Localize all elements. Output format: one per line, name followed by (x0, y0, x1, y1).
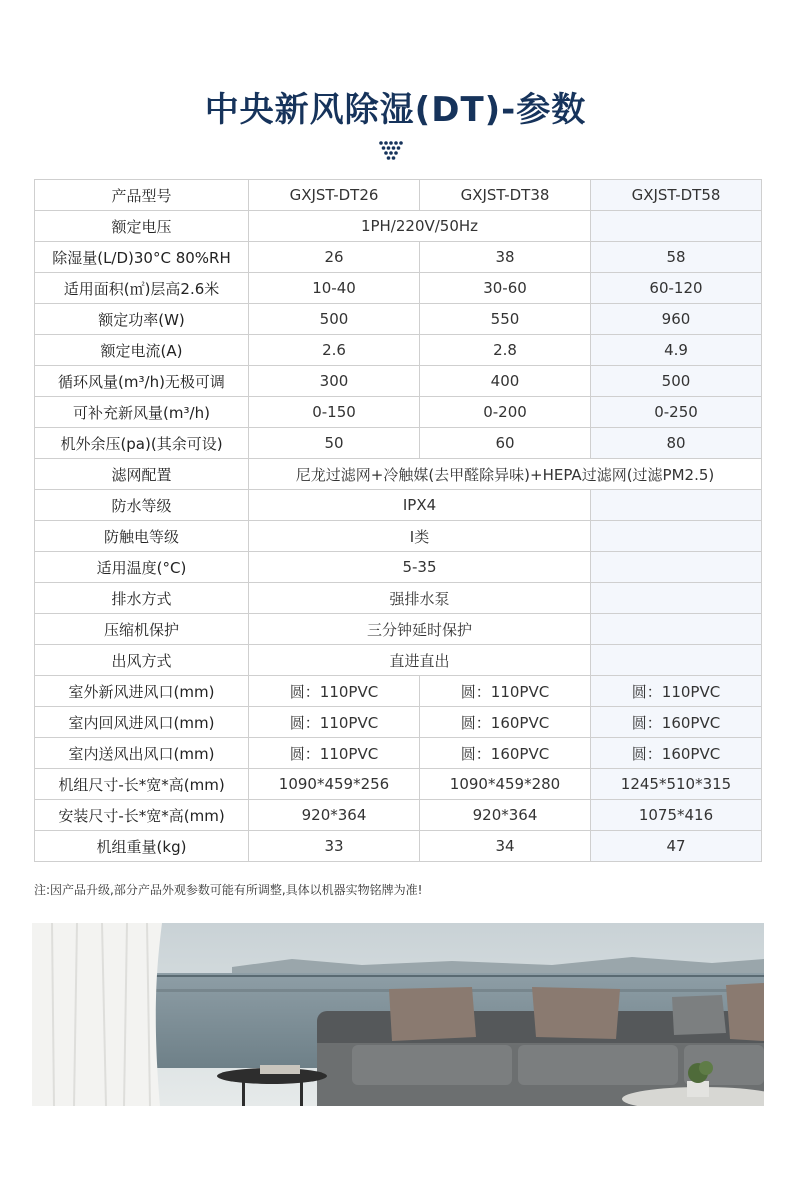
table-row (35, 428, 762, 459)
living-room-photo (32, 923, 764, 1106)
table-cell: 500 (591, 366, 762, 397)
row-label: 机组尺寸-长*宽*高(mm) (35, 769, 249, 800)
table-cell: 1245*510*315 (591, 769, 762, 800)
page-title: 中央新风除湿(DT)-参数 (204, 90, 587, 130)
table-cell-empty (591, 521, 762, 552)
table-cell: 26 (249, 242, 420, 273)
table-row (35, 645, 762, 676)
table-cell: 38 (420, 242, 591, 273)
table-cell: 圆：110PVC (249, 707, 420, 738)
table-cell-empty (591, 645, 762, 676)
table-cell-empty (591, 583, 762, 614)
row-label: 出风方式 (35, 645, 249, 676)
table-row (35, 242, 762, 273)
row-label: 室内送风出风口(mm) (35, 738, 249, 769)
table-cell: 60 (420, 428, 591, 459)
table-cell: 0-200 (420, 397, 591, 428)
table-cell: 550 (420, 304, 591, 335)
table-row (35, 459, 762, 490)
row-label: 适用温度(°C) (35, 552, 249, 583)
table-cell-merged: 直进直出 (249, 645, 591, 676)
footnote: 注:因产品升级,部分产品外观参数可能有所调整,具体以机器实物铭牌为准! (34, 883, 423, 897)
row-label: 压缩机保护 (35, 614, 249, 645)
table-cell-empty (591, 211, 762, 242)
table-cell: 圆：160PVC (591, 738, 762, 769)
table-cell: 圆：110PVC (249, 676, 420, 707)
table-cell-empty (591, 552, 762, 583)
table-cell: GXJST-DT26 (249, 180, 420, 211)
table-row (35, 366, 762, 397)
table-cell-merged: 尼龙过滤网+冷触媒(去甲醛除异味)+HEPA过滤网(过滤PM2.5) (249, 459, 762, 490)
row-label: 机外余压(pa)(其余可设) (35, 428, 249, 459)
row-label: 室外新风进风口(mm) (35, 676, 249, 707)
table-cell: 0-150 (249, 397, 420, 428)
row-label: 除湿量(L/D)30°C 80%RH (35, 242, 249, 273)
row-label: 可补充新风量(m³/h) (35, 397, 249, 428)
row-label: 防触电等级 (35, 521, 249, 552)
table-cell: 1090*459*256 (249, 769, 420, 800)
table-cell: 500 (249, 304, 420, 335)
row-label: 防水等级 (35, 490, 249, 521)
row-label: 额定电压 (35, 211, 249, 242)
table-cell: 0-250 (591, 397, 762, 428)
table-cell: 4.9 (591, 335, 762, 366)
table-cell: 920*364 (420, 800, 591, 831)
table-cell: 1090*459*280 (420, 769, 591, 800)
table-row (35, 521, 762, 552)
table-cell: 30-60 (420, 273, 591, 304)
table-cell-merged: 强排水泵 (249, 583, 591, 614)
row-label: 滤网配置 (35, 459, 249, 490)
table-cell: 300 (249, 366, 420, 397)
table-cell: 圆：110PVC (249, 738, 420, 769)
table-cell-empty (591, 490, 762, 521)
table-cell-merged: I类 (249, 521, 591, 552)
row-label: 适用面积(㎡)层高2.6米 (35, 273, 249, 304)
table-row (35, 831, 762, 862)
table-row (35, 707, 762, 738)
table-cell: 2.6 (249, 335, 420, 366)
table-cell: 圆：160PVC (420, 738, 591, 769)
table-row (35, 552, 762, 583)
brand-logo-icon (378, 140, 404, 162)
table-row (35, 738, 762, 769)
table-row (35, 211, 762, 242)
table-cell: 58 (591, 242, 762, 273)
spec-table (34, 179, 762, 862)
table-cell-empty (591, 614, 762, 645)
table-row (35, 583, 762, 614)
table-cell: 50 (249, 428, 420, 459)
table-row (35, 273, 762, 304)
table-cell: GXJST-DT58 (591, 180, 762, 211)
table-row (35, 304, 762, 335)
table-cell-merged: 5-35 (249, 552, 591, 583)
table-cell-merged: 三分钟延时保护 (249, 614, 591, 645)
table-cell: 960 (591, 304, 762, 335)
table-row (35, 397, 762, 428)
table-row (35, 676, 762, 707)
table-cell: 34 (420, 831, 591, 862)
row-label: 产品型号 (35, 180, 249, 211)
table-cell: 33 (249, 831, 420, 862)
row-label: 排水方式 (35, 583, 249, 614)
table-row (35, 180, 762, 211)
table-cell: 圆：110PVC (591, 676, 762, 707)
table-cell: 47 (591, 831, 762, 862)
table-cell: 400 (420, 366, 591, 397)
table-cell: 圆：160PVC (591, 707, 762, 738)
table-cell: 80 (591, 428, 762, 459)
table-cell-merged: 1PH/220V/50Hz (249, 211, 591, 242)
row-label: 额定功率(W) (35, 304, 249, 335)
row-label: 安装尺寸-长*宽*高(mm) (35, 800, 249, 831)
row-label: 循环风量(m³/h)无极可调 (35, 366, 249, 397)
table-row (35, 335, 762, 366)
table-cell: 2.8 (420, 335, 591, 366)
table-cell: 1075*416 (591, 800, 762, 831)
table-cell-merged: IPX4 (249, 490, 591, 521)
row-label: 室内回风进风口(mm) (35, 707, 249, 738)
table-cell: 圆：110PVC (420, 676, 591, 707)
table-cell: 10-40 (249, 273, 420, 304)
table-cell: 920*364 (249, 800, 420, 831)
table-cell: GXJST-DT38 (420, 180, 591, 211)
table-row (35, 614, 762, 645)
table-cell: 圆：160PVC (420, 707, 591, 738)
table-row (35, 769, 762, 800)
table-cell: 60-120 (591, 273, 762, 304)
row-label: 机组重量(kg) (35, 831, 249, 862)
row-label: 额定电流(A) (35, 335, 249, 366)
table-row (35, 800, 762, 831)
table-row (35, 490, 762, 521)
